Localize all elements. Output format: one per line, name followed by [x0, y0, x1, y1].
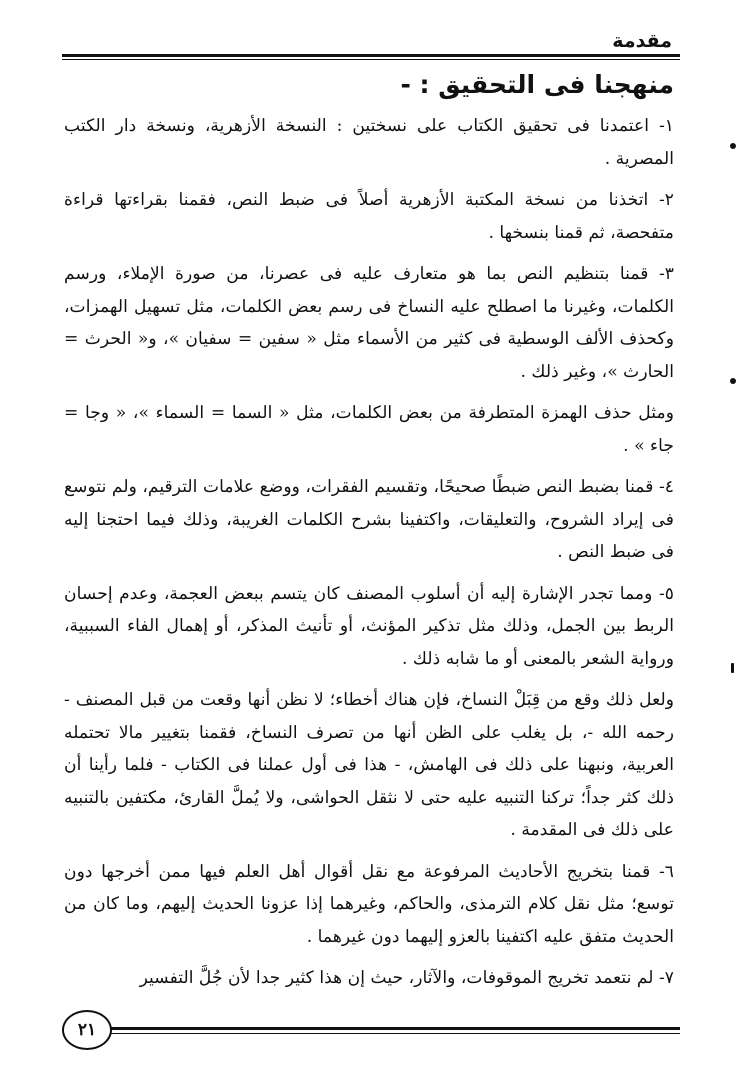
paragraph-2: ٢- اتخذنا من نسخة المكتبة الأزهرية أصلاً فى ضبط النص، فقمنا بقراءتها قراءة متفحصة، ثم قمنا بنسخها .: [64, 190, 674, 243]
margin-mark: [730, 143, 736, 149]
margin-mark: [731, 663, 734, 673]
paragraph-4: ٤- قمنا بضبط النص ضبطًا صحيحًا، وتقسيم الفقرات، ووضع علامات الترقيم، ولم نتوسع فى إيراد الشروح، والتعليقات، واكتفينا بشرح الكلمات الغريبة، وذلك فيما احتجنا إليه فى ضبط النص .: [64, 477, 674, 562]
paragraph-1: ١- اعتمدنا فى تحقيق الكتاب على نسختين : النسخة الأزهرية، ونسخة دار الكتب المصرية .: [64, 116, 674, 169]
footer-rule-thin: [110, 1033, 680, 1034]
paragraph-6: ٦- قمنا بتخريج الأحاديث المرفوعة مع نقل أقوال أهل العلم فيها ممن أخرجها دون توسع؛ مثل نقل كلام الترمذى، والحاكم، وغيرهما إذا عزونا الحديث إليهم، وما كان من الحديث متفق عليه اكتفينا بالعزو إليهما دون غيرهما .: [64, 861, 674, 947]
page-number: ٢١: [62, 1010, 112, 1050]
running-head: مقدمة: [612, 30, 672, 52]
margin-mark: [730, 378, 736, 384]
body-text: [64, 110, 674, 1004]
paragraph-5b: ولعل ذلك وقع من قِبَلْ النساخ، فإن هناك أخطاء؛ لا نظن أنها وقعت من قبل المصنف - رحمه الله -، بل يغلب على الظن أنها من تصرف النساخ، فقمنا بتغيير مالا تحتمله العربية، ونبهنا على ذلك فى الهامش، - هذا فى أول عملنا فى الكتاب - فلما رأينا أن ذلك كثر جداً؛ تركنا التنبيه عليه حتى لا نثقل الحواشى، ولا يُملَّ القارئ، مكتفين بالتنبيه على ذلك فى المقدمة .: [64, 690, 674, 840]
paragraph-7: ٧- لم نتعمد تخريج الموقوفات، والآثار، حيث إن هذا كثير جدا لأن جُلَّ التفسير: [139, 968, 674, 988]
paragraph-5: ٥- ومما تجدر الإشارة إليه أن أسلوب المصنف كان يتسم ببعض العجمة، وعدم إحسان الربط بين الجمل، وذلك مثل تذكير المؤنث، أو تأنيث المذكر، أو إهمال الفاء السببية، ورواية الشعر بالمعنى أو ما شابه ذلك .: [64, 583, 674, 669]
paragraph-3b: ومثل حذف الهمزة المتطرفة من بعض الكلمات، مثل « السما = السماء »، « وجا = جاء » .: [64, 403, 674, 456]
section-title: منهجنا فى التحقيق : -: [400, 70, 674, 99]
paragraph-3: ٣- قمنا بتنظيم النص بما هو متعارف عليه فى عصرنا، من صورة الإملاء، ورسم الكلمات، وغيرنا ما اصطلح عليه النساخ فى رسم بعض الكلمات، مثل تسهيل الهمزات، وكحذف الألف الوسطية فى كثير من الأسماء مثل « سفين = سفيان »، و« الحرث = الحارث »، وغير ذلك .: [64, 264, 674, 382]
footer-rule-thick: [110, 1027, 680, 1030]
header-rule-thin: [62, 59, 680, 60]
header-rule-thick: [62, 54, 680, 57]
